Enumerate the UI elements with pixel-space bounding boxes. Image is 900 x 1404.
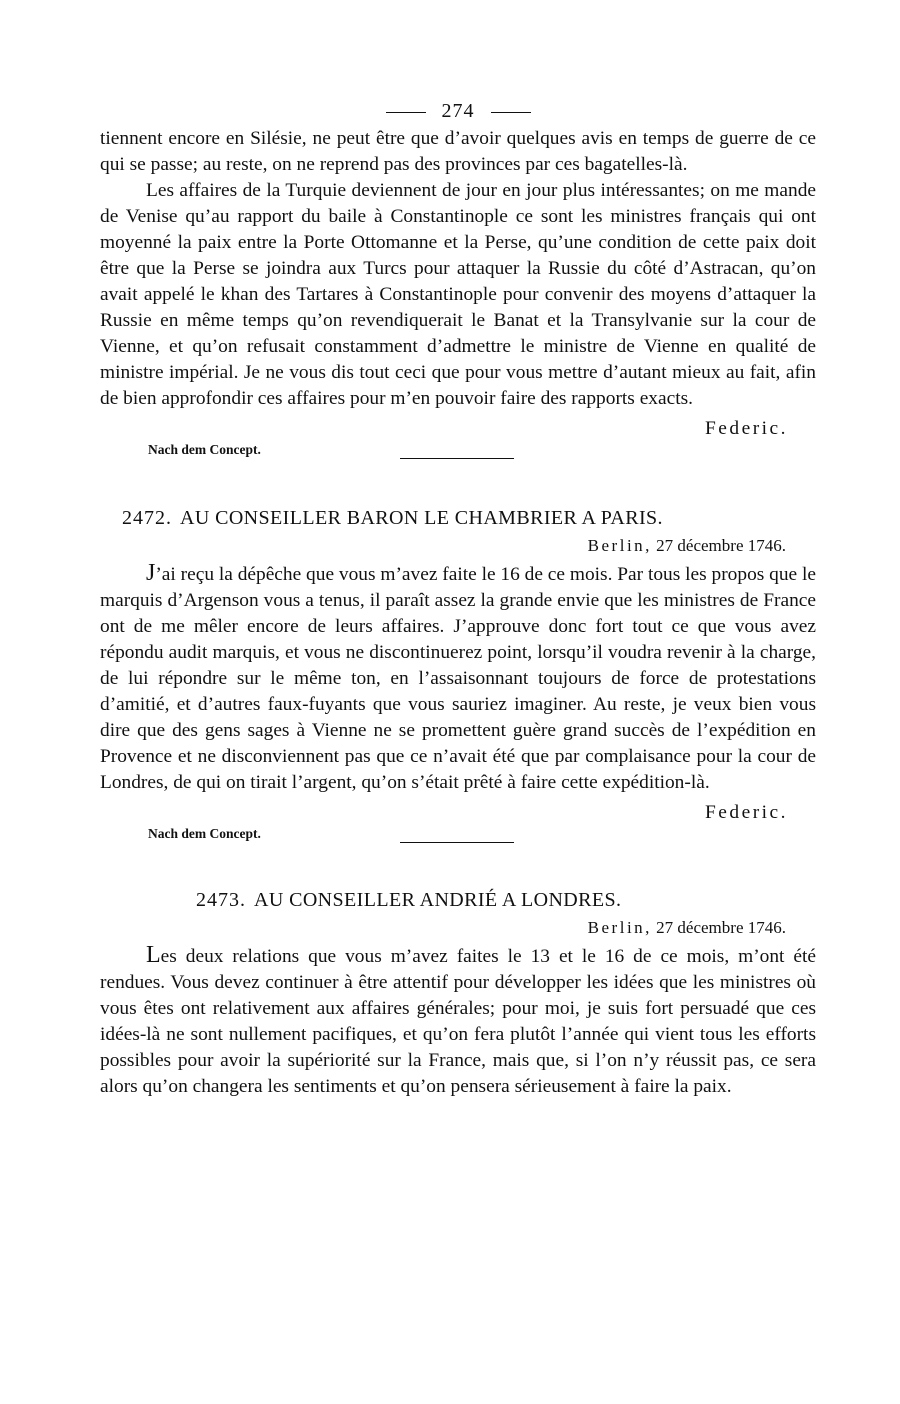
section-divider-rule [400,458,514,459]
letter-2472-heading [100,504,816,532]
letter-2473-date: 27 décembre 1746. [656,918,786,937]
intro-source-row [100,438,816,472]
intro-signature-row [100,412,816,438]
letter-2473-body [100,942,816,1100]
letter-2472-body [100,560,816,796]
letter-2472-dateline [100,532,816,560]
page-number-dash-right [491,112,531,113]
letter-2472-dropcap: J [146,560,156,586]
letter-2472-title: AU CONSEILLER BARON LE CHAMBRIER A PARIS. [180,507,663,529]
section-divider-rule [400,842,514,843]
letter-2473-number: 2473. [196,889,246,911]
letter-2473-title: AU CONSEILLER ANDRIÉ A LONDRES. [254,889,622,911]
letter-2472-source-note: Nach dem Concept. [148,826,261,841]
letter-2473-body-text: es deux relations que vous m’avez faites le 13 et le 16 de ce mois, m’ont été rendues. Vous devez continuer à être attentif pour développer les idées que les ministres où vous êtes ont relativement aux affaires générales; pour moi, je suis fort persuadé que ces idées-là ne sont nullement pacifiques, et qu’on fera plutôt l’année qui vient tous les efforts possibles pour avoir la supériorité sur la France, mais que, si l’on n’y réussit pas, ce sera alors qu’on changera les sentiments et qu’on pensera sérieusement à faire la paix. [100,946,816,1097]
letter-2472-place: Berlin, [587,536,652,555]
intro-paragraph-2: Les affaires de la Turquie deviennent de jour en jour plus intéressantes; on me mande de Venise qu’au rapport du baile à Constantinople ce sont les ministres français qui ont moyenné la paix entre la Porte Ottomanne et la Perse, qu’une condition de cette paix doit être que la Perse se joindra aux Turcs pour attaquer la Russie du côté d’Astracan, qu’on avait appelé le khan des Tartares à Constantinople pour convenir des moyens d’attaquer la Russie en même temps qu’on revendiquerait le Banat et la Transylvanie sur la cour de Vienne, et qu’on refusait constamment d’admettre le ministre de Vienne en qualité de ministre impérial. Je ne vous dis tout ceci que pour vous mettre d’autant mieux au fait, afin de bien approfondir ces affaires pour m’en pouvoir faire des rapports exacts. [100,180,816,409]
intro-source-note: Nach dem Concept. [148,442,261,457]
letter-2472-body-text: ’ai reçu la dépêche que vous m’avez faite le 16 de ce mois. Par tous les propos que le marquis d’Argenson vous a tenus, il paraît assez la grande envie que les ministres de France ont de me mêler encore de leurs affaires. J’approuve donc fort tout ce que vous avez répondu audit marquis, et vous ne discontinuerez point, lorsqu’il voudra revenir à la charge, de lui répondre sur le même ton, en l’assaisonnant toujours de force de protestations d’amitié, et d’autres faux-fuyants que vous sauriez imaginer. Au reste, je veux bien vous dire que des gens sages à Vienne ne se promettent guère grand succès de l’expédition en Provence et ne disconviennent pas que ce n’avait été que par complaisance pour la cour de Londres, de qui on tirait l’argent, qu’on s’était prêté à faire cette expédition-là. [100,564,816,793]
letter-2473-dateline [100,914,816,942]
letter-2472-source-row [100,822,816,856]
letter-2473-place: Berlin, [587,918,652,937]
intro-closing-signature: Federic. [705,418,788,439]
letter-2472-signature-row [100,796,816,822]
letter-2472-date: 27 décembre 1746. [656,536,786,555]
page [100,96,816,1100]
intro-paragraph-1: tiennent encore en Silésie, ne peut être que d’avoir quelques avis en temps de guerre de ce qui se passe; au reste, on ne reprend pas des provinces par ces bagatelles-là. [100,128,816,175]
letter-2472-closing-signature: Federic. [705,802,788,823]
page-number-text: 274 [441,100,475,122]
letter-2473-dropcap: L [146,942,161,968]
page-number-dash-left [386,112,426,113]
letter-2473-heading [100,886,816,914]
page-number [100,96,816,126]
letter-2472-number: 2472. [122,507,172,529]
